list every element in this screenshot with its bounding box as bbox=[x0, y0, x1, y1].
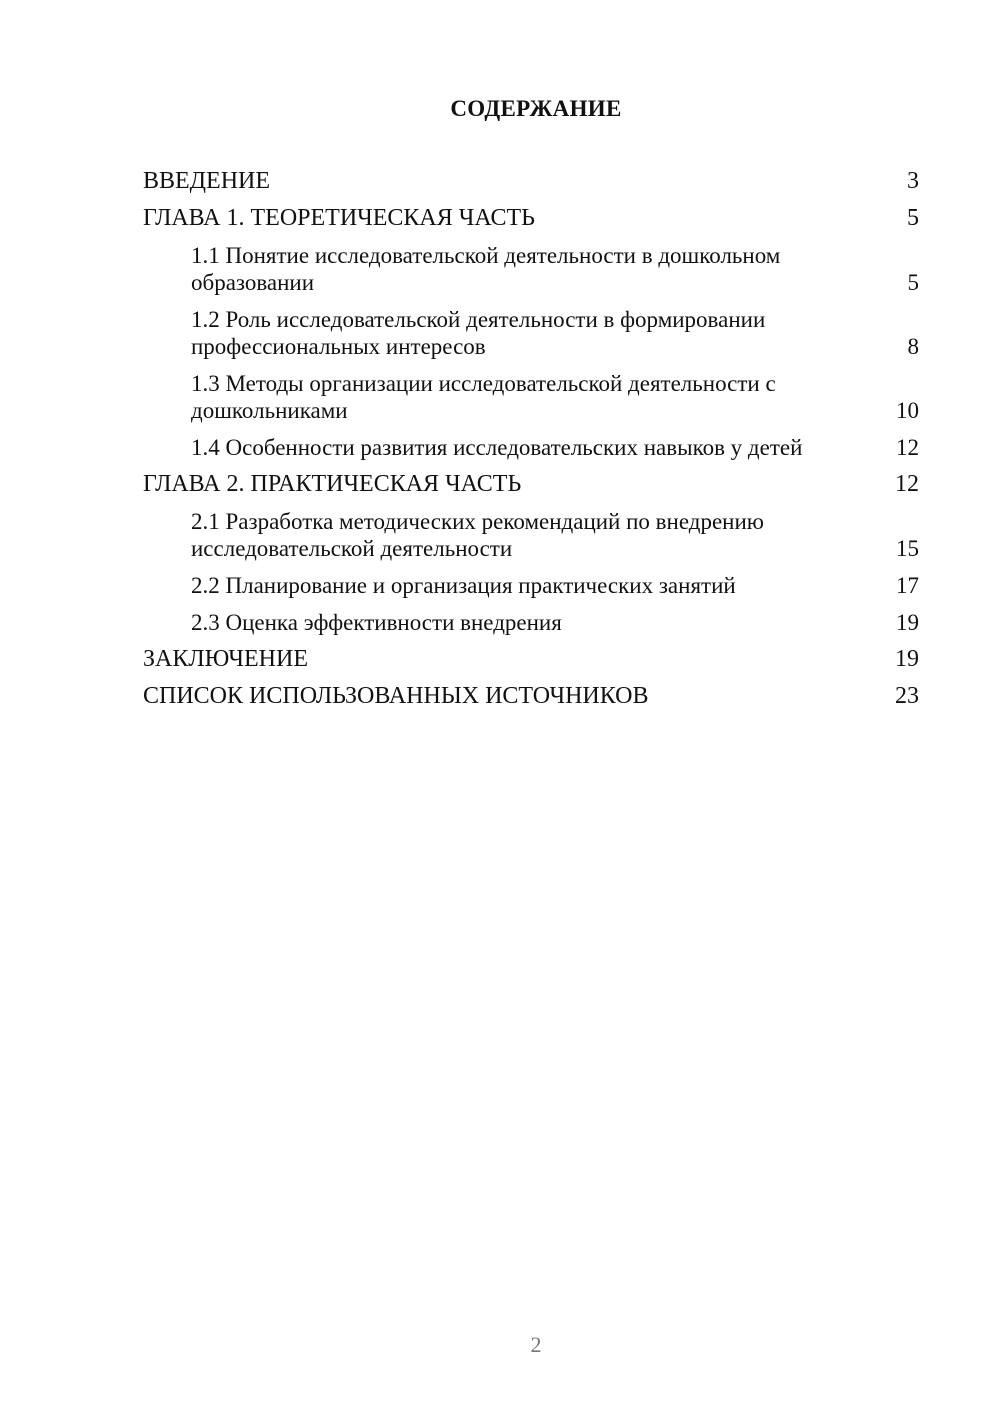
toc-entry-text: ГЛАВА 1. ТЕОРЕТИЧЕСКАЯ ЧАСТЬ bbox=[143, 205, 535, 231]
toc-entry-text: 1.4 Особенности развития исследовательских навыков у детей bbox=[191, 435, 803, 460]
toc-entry-page: 12 bbox=[895, 471, 919, 497]
page-number: 2 bbox=[530, 1332, 542, 1357]
toc-entry-text: 2.1 Разработка методических рекомендаций по внедрению исследовательской деятельности bbox=[191, 509, 764, 561]
toc-entry-page: 5 bbox=[907, 205, 919, 231]
toc-entry-text: ГЛАВА 2. ПРАКТИЧЕСКАЯ ЧАСТЬ bbox=[143, 471, 522, 497]
toc-entry-conclusion bbox=[143, 646, 919, 673]
toc-entry-page: 3 bbox=[907, 168, 919, 194]
toc-entry-page: 19 bbox=[895, 646, 919, 672]
toc-entry-page: 15 bbox=[896, 536, 919, 561]
toc-entry-page: 8 bbox=[907, 334, 919, 359]
toc-entry-chapter-2 bbox=[143, 471, 919, 498]
toc-entry-references bbox=[143, 683, 919, 710]
toc-entry-text: 1.1 Понятие исследовательской деятельности в дошкольном образовании bbox=[191, 243, 781, 295]
toc-entry-chapter-1 bbox=[143, 205, 919, 232]
table-of-contents bbox=[143, 168, 919, 720]
toc-entry-text: 2.3 Оценка эффективности внедрения bbox=[191, 610, 562, 635]
toc-entry-text: СПИСОК ИСПОЛЬЗОВАННЫХ ИСТОЧНИКОВ bbox=[143, 683, 649, 709]
toc-entry-page: 23 bbox=[895, 683, 919, 709]
toc-entry-text: ЗАКЛЮЧЕНИЕ bbox=[143, 646, 308, 672]
toc-entry-text: 2.2 Планирование и организация практических занятий bbox=[191, 573, 736, 598]
toc-entry-page: 19 bbox=[896, 610, 919, 635]
toc-entry-text: 1.3 Методы организации исследовательской деятельности с дошкольниками bbox=[191, 371, 776, 423]
toc-entry-2-2 bbox=[143, 572, 919, 599]
toc-entry-page: 12 bbox=[896, 435, 919, 460]
toc-entry-1-1 bbox=[143, 242, 919, 296]
toc-entry-1-2 bbox=[143, 306, 919, 360]
toc-entry-1-3 bbox=[143, 370, 919, 424]
toc-entry-page: 10 bbox=[896, 398, 919, 423]
toc-heading: СОДЕРЖАНИЕ bbox=[450, 96, 622, 121]
toc-entry-2-3 bbox=[143, 609, 919, 636]
toc-entry-introduction bbox=[143, 168, 919, 195]
toc-entry-page: 5 bbox=[907, 270, 919, 295]
toc-entry-2-1 bbox=[143, 508, 919, 562]
toc-entry-1-4 bbox=[143, 434, 919, 461]
toc-entry-text: ВВЕДЕНИЕ bbox=[143, 168, 271, 194]
toc-entry-page: 17 bbox=[896, 573, 919, 598]
toc-entry-text: 1.2 Роль исследовательской деятельности в формировании профессиональных интересов bbox=[191, 307, 766, 359]
